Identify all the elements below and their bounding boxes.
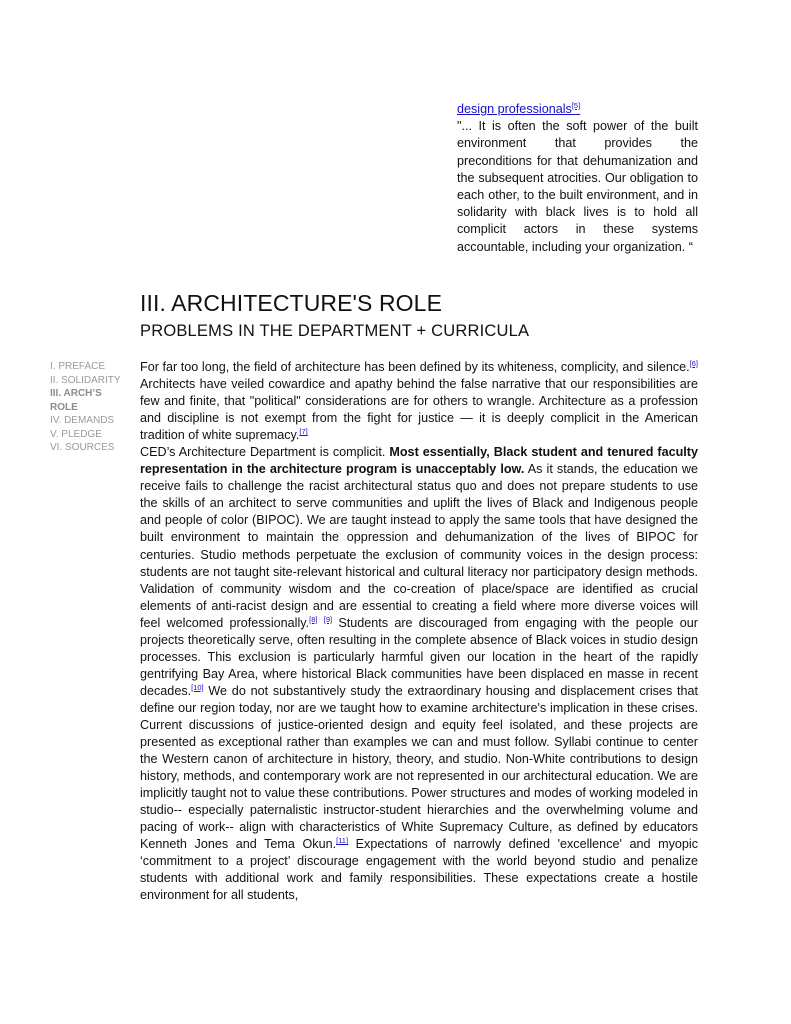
design-professionals-link[interactable] (457, 101, 698, 118)
paragraph-2 (140, 444, 698, 904)
footnote-ref-11[interactable]: [11] (336, 836, 349, 846)
nav-item-sources[interactable]: VI. SOURCES (50, 442, 115, 453)
nav-item-preface[interactable]: I. PREFACE (50, 361, 106, 372)
text-span: As it stands, the education we receive fails to challenge the racist architectural status quo and does not prepare students to use the skills of an architect to serve communities and uplift the lives of Black and Indigenous people and people of color (BIPOC). We are taught instead to apply the same tools that have designed the built environment to maintain the oppression and dehumanization of the lives of BIPOC for centuries. Studio methods perpetuate the exclusion of community voices in the design process: students are not taught site-relevant historical and cultural literacy nor participatory design methods. Validation of community wisdom and the co-creation of place/space are identified as crucial elements of anti-racist design and are essential to creating a field where more diverse voices will feel welcomed professionally. (140, 462, 698, 630)
text-span: For far too long, the field of architecture has been defined by its whiteness, complicity, and silence. (140, 360, 690, 374)
footnote-ref-10[interactable]: [10] (191, 682, 204, 692)
text-span: Architects have veiled cowardice and apathy behind the false narrative that our responsibilities are few and finite, that "political" considerations are for others to wrangle. Architecture as a profession and discipline is not exempt from the fight for justice — it is deeply complicit in the American tradition of white supremacy. (140, 377, 698, 443)
body-text (140, 359, 698, 905)
text-span: CED’s Architecture Department is complicit. (140, 445, 390, 460)
text-span: Expectations of narrowly defined 'excellence' and myopic ‘commitment to a project’ discourage engagement with the world beyond studio and penalize students with additional work and family responsibilities. These expectations create a hostile environment for all students, (140, 837, 698, 903)
side-navigation (50, 360, 125, 455)
section-subtitle: PROBLEMS IN THE DEPARTMENT + CURRICULA (140, 322, 530, 340)
footnote-ref-5[interactable]: [5] (571, 100, 581, 110)
text-span: We do not substantively study the extraordinary housing and displacement crises that define our region today, nor are we taught how to examine architecture's implication in these crises. Current discussions of justice-oriented design and equity feel isolated, and these projects are presented as exceptional rather than examples we can and must follow. Syllabi continue to center the Western canon of architecture in history, theory, and studio. Non-White contributions to design history, methods, and contemporary work are not represented in our architectural education. We are implicitly taught not to value these contributions. Power structures and modes of working modeled in studio-- especially paternalistic instructor-student hierarchies and the overwhelming volume and pacing of work-- align with characteristics of White Supremacy Culture, as defined by educators Kenneth Jones and Tema Okun. (140, 683, 698, 852)
nav-item-pledge[interactable]: V. PLEDGE (50, 428, 102, 440)
pull-quote (457, 101, 698, 256)
nav-item-demands[interactable]: IV. DEMANDS (50, 415, 115, 426)
quote-text: "... It is often the soft power of the built environment that provides the preconditions for that dehumanization and the subsequent atrocities. Our obligation to each other, to the built environment, and in solidarity with black lives is to hold all complicit actors in these systems accountable, including your organization. “ (457, 119, 698, 254)
nav-item-archs-role[interactable]: III. ARCH’S ROLE (50, 388, 102, 413)
text-span: Students are discouraged from engaging with the people our projects theoretically serve, often resulting in the complete absence of Black voices in studio design processes. This exclusion is particularly harmful given our location in the heart of the rapidly gentrifying Bay Area, where historical Black communities have been displaced en masse in recent decades. (140, 615, 698, 698)
footnote-ref-8[interactable]: [8] (309, 614, 318, 624)
paragraph-1 (140, 359, 698, 444)
footnote-ref-6[interactable]: [6] (689, 358, 698, 368)
footnote-ref-7[interactable]: [7] (299, 427, 308, 436)
footnote-ref-9[interactable]: [9] (323, 614, 333, 624)
section-title: III. ARCHITECTURE'S ROLE (140, 290, 443, 316)
bold-statement: Most essentially, Black student and tenured faculty representation in the architecture program is unacceptably low. (140, 445, 699, 477)
nav-item-solidarity[interactable]: II. SOLIDARITY (50, 374, 121, 386)
link-text: design professionals (457, 102, 572, 116)
